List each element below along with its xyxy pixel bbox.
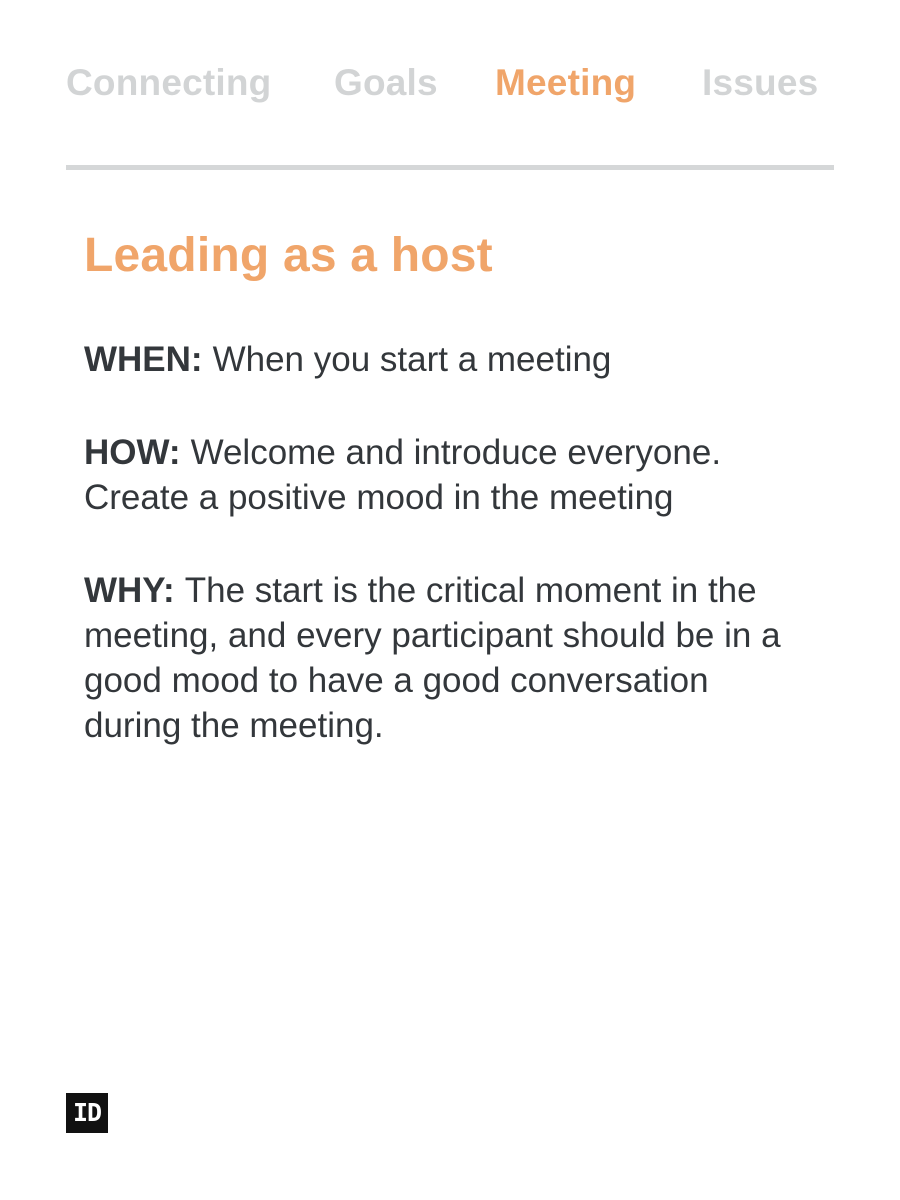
tab-bar (66, 62, 834, 118)
tab-goals[interactable]: Goals (334, 62, 438, 103)
when-section (84, 337, 814, 382)
when-text: When you start a meeting (212, 340, 612, 379)
tab-issues[interactable]: Issues (702, 62, 819, 103)
tab-divider (66, 165, 834, 170)
when-label: WHEN: (84, 340, 203, 379)
page-title: Leading as a host (84, 229, 493, 282)
why-section (84, 568, 814, 748)
why-text: The start is the critical moment in the meeting, and every participant should be in a good mood to have a good conversation during the meeting. (84, 571, 781, 745)
how-label: HOW: (84, 433, 181, 472)
why-label: WHY: (84, 571, 175, 610)
how-text: Welcome and introduce everyone. Create a positive mood in the meeting (84, 433, 722, 517)
tab-connecting[interactable]: Connecting (66, 62, 272, 103)
tab-meeting[interactable]: Meeting (495, 62, 637, 103)
brand-logo: ID (66, 1093, 108, 1133)
how-section (84, 430, 814, 520)
